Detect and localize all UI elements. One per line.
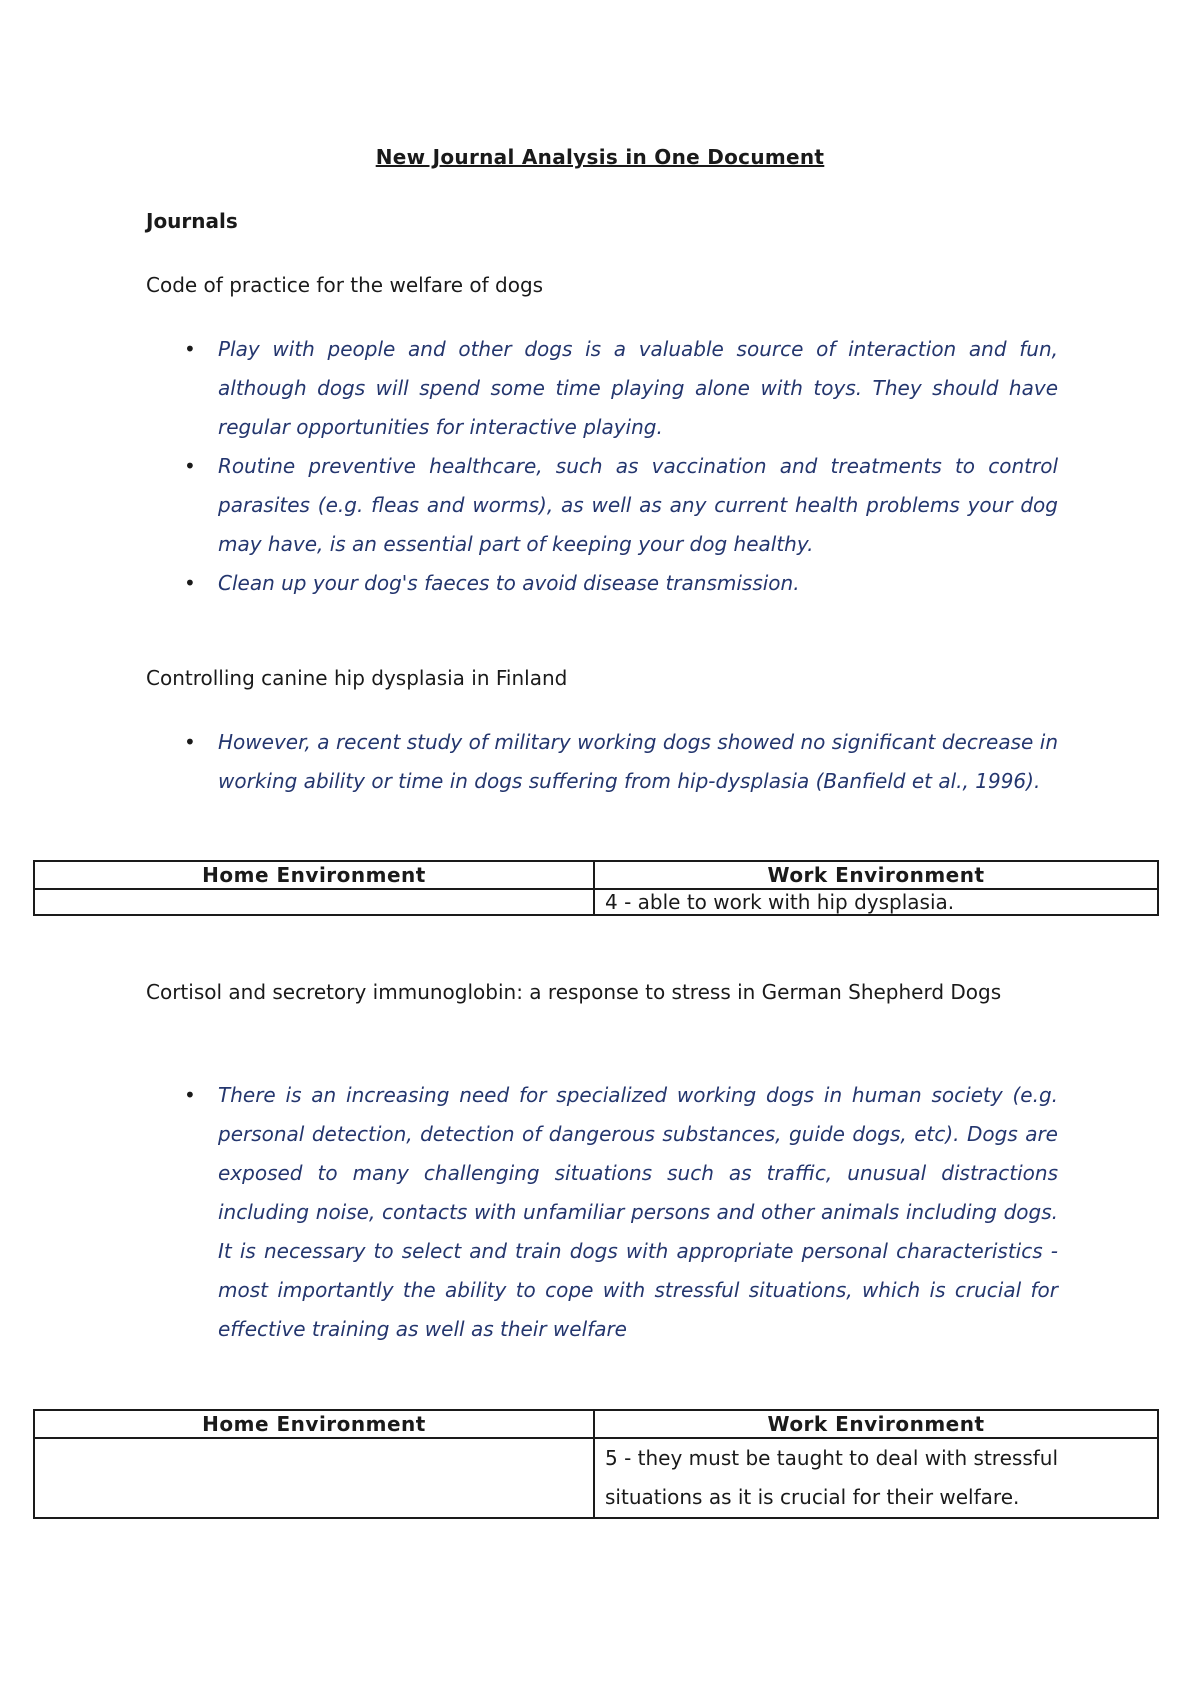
bullet-list-hip-dysplasia — [146, 723, 1058, 801]
bullet-icon: • — [184, 454, 196, 478]
table-row — [34, 889, 1158, 915]
section-title-cortisol: Cortisol and secretory immunoglobin: a response to stress in German Shepherd Dogs — [146, 980, 1002, 1004]
bullet-icon: • — [184, 1083, 196, 1107]
list-item: • Routine preventive healthcare, such as vaccination and treatments to control parasites (e.g. fleas and worms), as well as any current health problems your dog may have, is an essential part of keeping your dog healthy. — [146, 447, 1058, 564]
bullet-list-welfare — [146, 330, 1058, 603]
section-title-welfare: Code of practice for the welfare of dogs — [146, 273, 544, 297]
bullet-list-cortisol — [146, 1076, 1058, 1349]
table-row — [34, 1438, 1158, 1518]
list-item: • Play with people and other dogs is a valuable source of interaction and fun, although dogs will spend some time playing alone with toys. They should have regular opportunities for interactive playing. — [146, 330, 1058, 447]
list-item: • Clean up your dog's faeces to avoid disease transmission. — [146, 564, 1058, 603]
table-cell — [34, 1438, 594, 1518]
bullet-icon: • — [184, 571, 196, 595]
table-header: Home Environment — [34, 861, 594, 889]
table-header: Home Environment — [34, 1410, 594, 1438]
document-title: New Journal Analysis in One Document — [375, 145, 825, 169]
journals-heading: Journals — [146, 209, 238, 233]
bullet-icon: • — [184, 337, 196, 361]
table-cell: 5 - they must be taught to deal with stressful situations as it is crucial for their welfare. — [594, 1438, 1158, 1518]
bullet-icon: • — [184, 730, 196, 754]
table-cell — [34, 889, 594, 915]
list-item: • However, a recent study of military working dogs showed no significant decrease in working ability or time in dogs suffering from hip-dysplasia (Banfield et al., 1996). — [146, 723, 1058, 801]
list-item: • There is an increasing need for specialized working dogs in human society (e.g. personal detection, detection of dangerous substances, guide dogs, etc). Dogs are exposed to many challenging situations such as traffic, unusual distractions including noise, contacts with unfamiliar persons and other animals including dogs. It is necessary to select and train dogs with appropriate personal characteristics - most importantly the ability to cope with stressful situations, which is crucial for effective training as well as their welfare — [146, 1076, 1058, 1349]
table-header: Work Environment — [594, 1410, 1158, 1438]
environment-table-cortisol — [33, 1409, 1159, 1519]
table-cell: 4 - able to work with hip dysplasia. — [594, 889, 1158, 915]
section-title-hip-dysplasia: Controlling canine hip dysplasia in Finland — [146, 666, 568, 690]
environment-table-hip-dysplasia — [33, 860, 1159, 916]
table-header: Work Environment — [594, 861, 1158, 889]
